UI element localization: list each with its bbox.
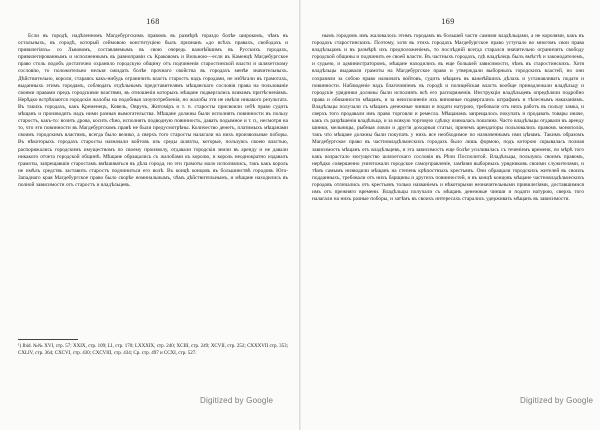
right-page-body: нымъ городомъ имъ жаловалось этимъ городамъ въ большей части самими владѣльцами, а не королями, какъ въ городахъ старостинскихъ. Поэтому, хотя въ этихъ городахъ Магдебургское право уступало во многомъ свои права владѣльцамъ и въ размѣрѣ ихъ предположеніемъ, то послѣдній всегда старался значительно ограничить свободу городской общины и подчинить ее своей власти. Въ частныхъ городахъ, гдѣ владѣлецъ былъ вмѣстѣ и законодателемъ, и судьею, и администраторомъ, мѣщане находились въ еще большей зависимости, чѣмъ въ старостинскихъ. Хотя владѣльцы выдавали грамоты на Магдебургское право и утверждали выборныхъ городскихъ властей, но они сохраняли за собою право назначать войтовъ, судить мѣщанъ въ важнѣйшихъ дѣлахъ и устанавливать подати и повинности. Наблюденіе надъ благочиніемъ въ городѣ и полицейская власть вообще принадлежали владѣльцу и городскіе урядники должны были исполнять всѣ его распоряженія. Инструкціи владѣльцевъ опредѣляли подробно права и обязанности мѣщанъ, и за неисполненіе ихъ виновные подвергались штрафамъ и тѣлеснымъ наказаніямъ. Владѣльцы получали съ мѣщанъ денежные чинши и подати натурою, требовали отъ нихъ работъ въ пользу замка, и сверхъ того продавали имъ право торговли и ремесла. Мѣщанамъ запрещалось покупать и продавать товары иначе, какъ съ разрѣшенія владѣльца, и за всякую торговую сдѣлку взималась пошлина. Часто владѣльцы отдавали въ аренду шинки, мельницы, рыбныя ловли и другія доходныя статьи, причемъ арендаторы пользовались правомъ монополіи, такъ что мѣщане должны были покупать у нихъ все необходимое по назначеннымъ ими цѣнамъ. Такимъ образомъ Магдебургское право въ частновладѣльческихъ городахъ было лишь формою, подъ которою скрывалась полная зависимость мѣщанъ отъ владѣльцевъ, и эта зависимость еще болѣе усиливалась съ теченіемъ времени, по мѣрѣ того какъ возрастало могущество шляхетскаго сословія въ Рѣчи Посполитой. Владѣльцы, пользуясь своимъ правомъ, нерѣдко совершенно уничтожали городское самоуправленіе, замѣняя выборныхъ урядниковъ своими служителями, и тѣмъ самымъ низводили мѣщанъ на степень крѣпостныхъ крестьянъ. Они обращали городскихъ жителей въ своихъ подданныхъ, требовали отъ нихъ барщины и другихъ повинностей, и въ концѣ концовъ мѣщане частновладѣльческихъ городовъ отличались отъ крестьянъ только названіемъ и нѣкоторыми незначительными привилегіями, доставшимися имъ отъ прежняго времени. Владѣльцы получали съ мѣщанъ денежные чинши и подати натурою, сверхъ того налагали на нихъ разные поборы, и затѣмъ въ своихъ интересахъ старались удерживать мѣщанъ въ зависимости. — [312, 33, 584, 203]
watermark-right: Digitized by Google — [520, 396, 594, 405]
footnote-rule — [18, 339, 78, 340]
left-page-footnote: ¹) Ibid. №№ XVI, стр. 57; XXIX, стр. 109; LI, стр. 170; LXXXIX, стр. 240; XCIII, стр. 249; XCVII, стр. 252; CXXXVII стр. 353; CXLIV, стр. 364; CXCVI, стр. 430; CXCVIII, стр. 434; Ср. стр. 497 и CCXI, стр. 527. — [18, 344, 288, 356]
right-page — [312, 0, 584, 430]
page-gutter — [299, 0, 301, 430]
left-page-body: Если въ городѣ, надѣленномъ Магдебургскимъ правомъ въ размѣрѣ гораздо болѣе широкомъ, чѣмъ въ остальныхъ, въ городѣ, который сеймовою конституціею былъ признанъ «до всѣхъ правахъ, свободахъ и привилегіяхъ» со Львовомъ, составляемымъ въ свою очередь важнѣйшимъ въ Русскихъ городахъ, привилегированнымъ и исполненнымъ въ равноправіи съ Краковомъ и Вильною—если въ Каменцѣ Магдебургское право столь подобъ достаточно охранило городскую общину отъ подчиненія старостинской власти и шляхетскому сословію, то положительно нельзя ожидать болѣе прочнаго свойства въ городахъ менѣе значительныхъ. Дѣйствительно, короли, стараясь какъ-нибудь ограничить власть старостъ надъ городами, не избѣгали въ грамотахъ, выданныхъ этимъ городамъ, соблюдать отдѣльнымъ представителямъ мѣщанскаго сословія права на пользованіе своими правами предъ городскими властями, въ отношеніи которыхъ мѣщане подвергались всякимъ притѣсненіямъ. Нерѣдко встрѣчаются городскія жалобы на подобныя злоупотребленія, но жалобы эти не имѣли никакого результата. Въ такихъ городахъ, какъ Кременецъ, Ковель, Овручъ, Житоміръ и т. п. старосты присвоили себѣ право судить мѣщанъ и производить надъ ними разныя вымогательства. Мѣщане должны были исполнять повинности въ пользу старостъ, какъ-то: возить дрова, косить сѣно, исполнять подводную повинность, давать подымное и т. п., несмотря на то, что эти повинности въ Магдебургскомъ правѣ не были предусмотрѣны. Количество денегъ, платимыхъ мѣщанами своимъ городскимъ властямъ, всегда было велико, а сверхъ того старосты налагали на нихъ произвольные поборы. Въ нѣкоторыхъ городахъ старосты назначали войтовъ изъ среды шляхты, которые, пользуясь своею властью, распоряжались городскимъ имуществомъ по своему произволу, отдавали городскія земли въ аренду и не давали никакого отчета городской общинѣ. Мѣщане обращались съ жалобами къ королю, и король неоднократно издавалъ грамоты, запрещавшія старостамъ вмѣшиваться въ дѣла города, но эти грамоты мало исполнялись, такъ какъ король не имѣлъ средствъ заставить старостъ подчиниться его волѣ. Въ концѣ концовъ въ большинствѣ городовъ Юго-Западнаго края Магдебургское право было скорѣе номинальнымъ, чѣмъ дѣйствительнымъ, и мѣщане находились въ полной зависимости отъ старостъ и владѣльцевъ. — [18, 33, 288, 188]
left-page — [18, 0, 288, 430]
watermark-left: Digitized by Google — [200, 396, 274, 405]
page-number-left: 168 — [146, 17, 160, 26]
page-number-right: 169 — [441, 17, 455, 26]
